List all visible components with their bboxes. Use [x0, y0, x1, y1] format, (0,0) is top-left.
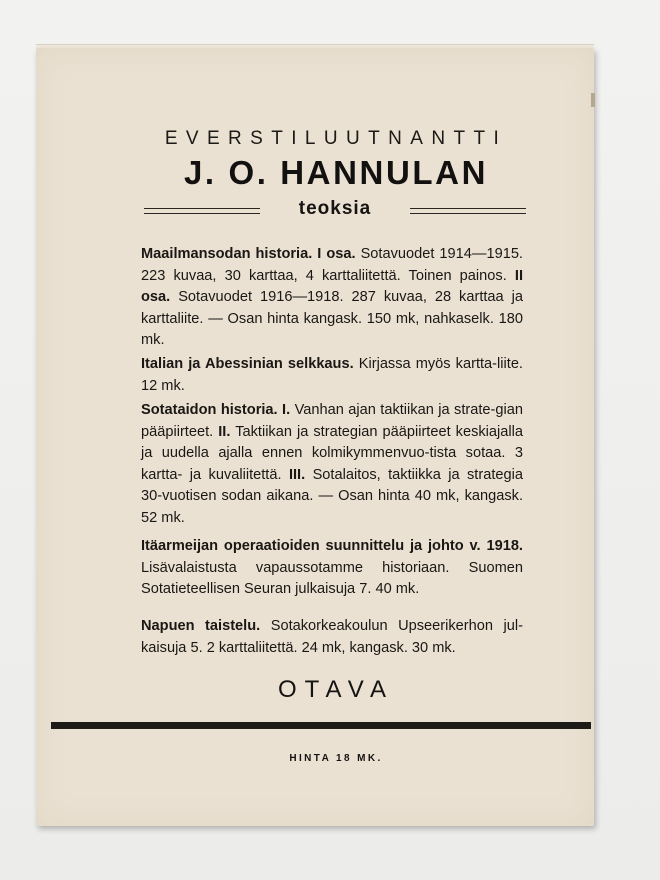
entry-text-part: Taktiikan ja strategian pääpiirteet keskiajalla ja uudella ajalla ennen kolmikymmenvuo-tista sotaa. 3 kartta- ja kuvaliitettä.	[141, 423, 523, 483]
entry-text-part: Sotalaitos, taktiikka ja strategia 30-vuotisen sodan aikana. — Osan hinta 40 mk, kangask. 52 mk.	[141, 466, 523, 526]
entry-text: Lisävalaistusta vapaussotamme historiaan. Suomen Sotatieteellisen Seuran julkaisuja 7. 40 mk.	[141, 559, 523, 598]
entry-title: Maailmansodan historia. I osa.	[141, 246, 356, 262]
entry-title: Itäarmeijan operaatioiden suunnittelu ja johto v. 1918.	[141, 538, 523, 554]
book-entry	[141, 244, 523, 352]
publisher-name: OTAVA	[277, 676, 394, 703]
double-rule-left	[144, 208, 260, 214]
entry-text: Kirjassa myös kartta-liite. 12 mk.	[141, 356, 523, 394]
double-rule-right	[410, 208, 526, 214]
entry-text: Sotakorkeakoulun Upseerikerhon jul-kaisuja 5. 2 karttaliitettä. 24 mk, kangask. 30 mk.	[141, 618, 523, 656]
book-entry	[141, 616, 523, 659]
entry-title-part: III.	[288, 466, 306, 483]
entry-text: Vanhan ajan taktiikan ja strate-gian pääpiirteet.	[141, 402, 523, 440]
entry-title-part: II osa.	[141, 267, 523, 306]
entry-title: Italian ja Abessinian selkkaus.	[141, 356, 354, 372]
subtitle: teoksia	[298, 198, 372, 219]
author-name: J. O. HANNULAN	[183, 154, 489, 191]
author-rank: EVERSTILUUTNANTTI	[164, 128, 508, 149]
thick-rule	[51, 722, 591, 729]
book-entry	[141, 536, 523, 601]
book-back-cover	[36, 48, 594, 826]
subtitle-row	[144, 198, 526, 224]
book-entry	[141, 354, 523, 397]
cover-page	[36, 48, 594, 826]
entry-title: Napuen taistelu.	[141, 618, 261, 634]
price-label: HINTA 18 MK.	[289, 753, 383, 764]
book-entry	[141, 400, 523, 530]
entry-text: Sotavuodet 1914—1915. 223 kuvaa, 30 karttaa, 4 karttaliitettä. Toinen painos.	[141, 246, 523, 284]
entry-title-part: II.	[218, 423, 231, 440]
spine-mark	[591, 93, 595, 107]
entry-title: Sotataidon historia. I.	[141, 402, 291, 418]
entry-text-part: Sotavuodet 1916—1918. 287 kuvaa, 28 karttaa ja karttaliite. — Osan hinta kangask. 150 mk, nahkaselk. 180 mk.	[141, 289, 523, 349]
